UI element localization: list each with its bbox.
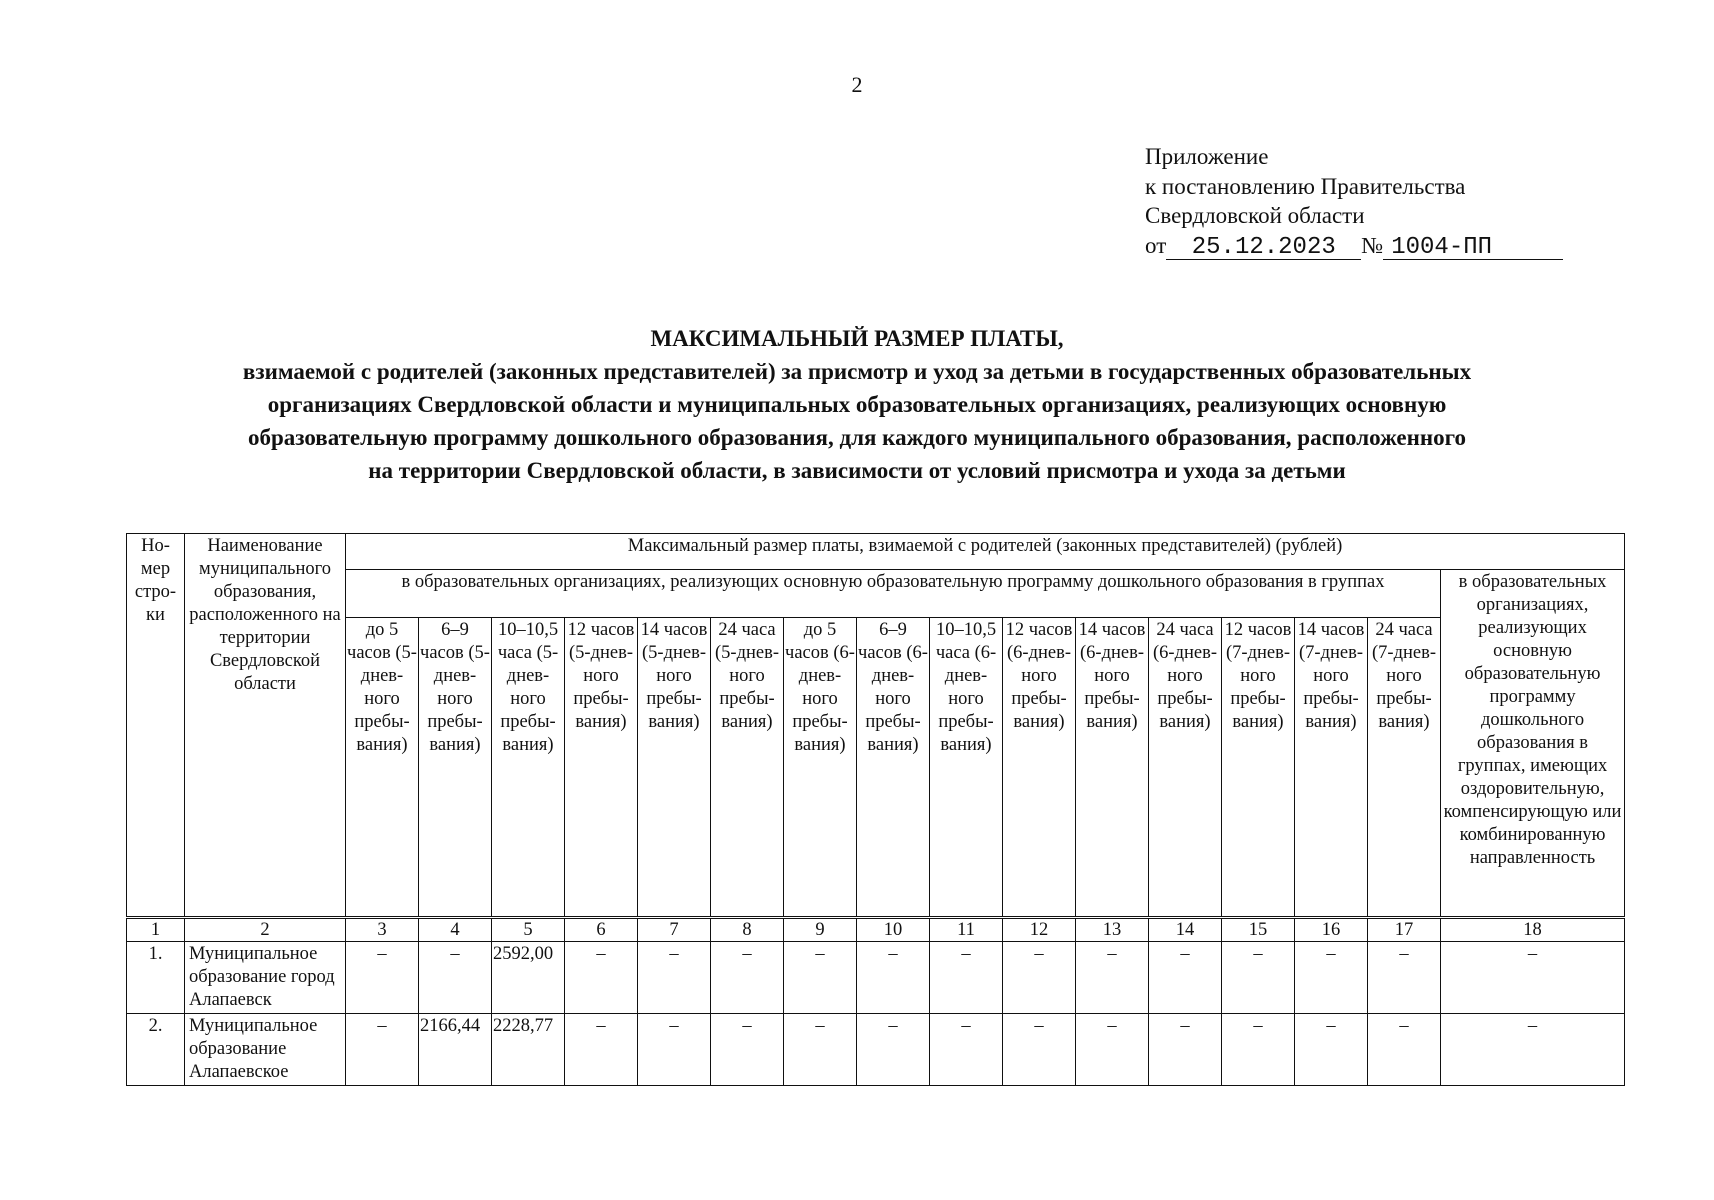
fee-cell: – [1076,1014,1149,1086]
fee-cell: – [346,1014,419,1086]
heading-line-5: на территории Свердловской области, в зависимости от условий присмотра и ухода за детьми [368,458,1346,483]
column-number-5: 5 [492,918,565,942]
header-special-groups: в образовательных организациях, реализующих основную образовательную программу дошкольного образования в группах, имеющих оздоровительную, компенсирующую или комбинированную направленность [1441,570,1625,918]
fee-cell: – [1441,942,1625,1014]
fee-cell: – [1222,1014,1295,1086]
header-max-fee: Максимальный размер платы, взимаемой с родителей (законных представителей) (рублей) [346,534,1625,570]
fee-table [126,533,1625,1086]
fee-cell: – [711,942,784,1014]
header-subcol-13: 14 часов (6-днев-ного пребы-вания) [1076,618,1149,918]
header-subcol-8: 24 часа (5-днев-ного пребы-вания) [711,618,784,918]
fee-cell: – [1295,942,1368,1014]
number-prefix: № [1361,232,1384,258]
municipality-name: Муниципальное образование город Алапаевск [185,942,346,1014]
header-subcol-10: 6–9 часов (6-днев-ного пребы-вания) [857,618,930,918]
header-subcol-3: до 5 часов (5-днев-ного пребы-вания) [346,618,419,918]
column-number-16: 16 [1295,918,1368,942]
column-number-18: 18 [1441,918,1625,942]
fee-cell: – [1222,942,1295,1014]
fee-cell: – [565,1014,638,1086]
column-number-7: 7 [638,918,711,942]
column-number-3: 3 [346,918,419,942]
table-row [127,942,1625,1014]
row-number: 1. [127,942,185,1014]
fee-cell: – [565,942,638,1014]
header-general-groups: в образовательных организациях, реализующих основную образовательную программу дошкольного образования в группах [346,570,1441,618]
decree-number: 1004-ПП [1383,237,1563,260]
column-number-4: 4 [419,918,492,942]
fee-cell: – [930,1014,1003,1086]
fee-cell: – [784,942,857,1014]
fee-cell: – [1149,942,1222,1014]
column-number-14: 14 [1149,918,1222,942]
appendix-line-3: Свердловской области [1145,203,1365,228]
appendix-line-2: к постановлению Правительства [1145,173,1466,199]
header-subcol-17: 24 часа (7-днев-ного пребы-вания) [1368,618,1441,918]
table-row [127,1014,1625,1086]
column-number-2: 2 [185,918,346,942]
fee-cell: – [419,942,492,1014]
fee-cell: – [1295,1014,1368,1086]
fee-cell: – [1003,1014,1076,1086]
municipality-name: Муниципальное образование Алапаевское [185,1014,346,1086]
header-subcol-4: 6–9 часов (5-днев-ного пребы-вания) [419,618,492,918]
fee-cell: – [711,1014,784,1086]
fee-cell: 2592,00 [492,942,565,1014]
fee-cell: 2166,44 [419,1014,492,1086]
fee-cell: – [1441,1014,1625,1086]
fee-cell: – [784,1014,857,1086]
fee-cell: – [1368,1014,1441,1086]
column-number-17: 17 [1368,918,1441,942]
heading-line-4: образовательную программу дошкольного образования, для каждого муниципального образования, расположенного [247,425,1467,450]
fee-cell: – [930,942,1003,1014]
heading-line-3: организациях Свердловской области и муниципальных образовательных организациях, реализующих основную [267,392,1447,417]
page-number: 2 [851,72,863,97]
header-subcol-15: 12 часов (7-днев-ного пребы-вания) [1222,618,1295,918]
fee-cell: – [638,942,711,1014]
fee-cell: – [857,942,930,1014]
column-number-15: 15 [1222,918,1295,942]
fee-cell: – [1003,942,1076,1014]
column-number-13: 13 [1076,918,1149,942]
header-subcol-5: 10–10,5 часа (5-днев-ного пребы-вания) [492,618,565,918]
row-number: 2. [127,1014,185,1086]
header-subcol-11: 10–10,5 часа (6-днев-ного пребы-вания) [930,618,1003,918]
decree-date: 25.12.2023 [1166,237,1361,260]
appendix-line-1: Приложение [1145,144,1269,169]
header-subcol-12: 12 часов (6-днев-ного пребы-вания) [1003,618,1076,918]
fee-cell: – [638,1014,711,1086]
fee-cell: – [346,942,419,1014]
header-subcol-16: 14 часов (7-днев-ного пребы-вания) [1295,618,1368,918]
column-number-12: 12 [1003,918,1076,942]
fee-cell: – [1076,942,1149,1014]
heading-title: МАКСИМАЛЬНЫЙ РАЗМЕР ПЛАТЫ, [650,326,1064,351]
document-heading [110,322,1604,487]
header-subcol-14: 24 часа (6-днев-ного пребы-вания) [1149,618,1222,918]
column-number-9: 9 [784,918,857,942]
decree-reference [1145,231,1563,261]
column-number-11: 11 [930,918,1003,942]
header-subcol-6: 12 часов (5-днев-ного пребы-вания) [565,618,638,918]
column-number-10: 10 [857,918,930,942]
header-subcol-7: 14 часов (5-днев-ного пребы-вания) [638,618,711,918]
appendix-block [1145,142,1563,260]
fee-cell: – [1368,942,1441,1014]
header-subcol-9: до 5 часов (6-днев-ного пребы-вания) [784,618,857,918]
fee-cell: 2228,77 [492,1014,565,1086]
fee-cell: – [857,1014,930,1086]
heading-line-2: взимаемой с родителей (законных представителей) за присмотр и уход за детьми в государственных образовательных [242,359,1472,384]
header-row-number: Но-мер стро-ки [127,534,185,918]
date-prefix: от [1145,232,1167,258]
column-number-1: 1 [127,918,185,942]
fee-cell: – [1149,1014,1222,1086]
column-number-6: 6 [565,918,638,942]
column-number-8: 8 [711,918,784,942]
header-municipality-name: Наименование муниципального образования, расположенного на территории Свердловской области [185,534,346,918]
